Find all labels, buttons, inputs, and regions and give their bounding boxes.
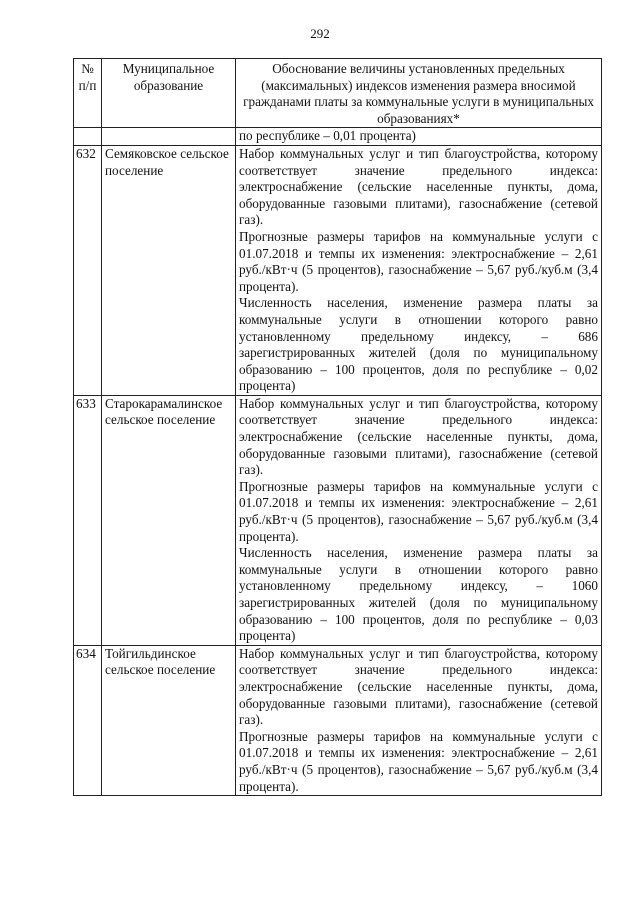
paragraph: Набор коммунальных услуг и тип благоустройства, которому соответствует значение предельного индекса: электроснабжение (сельские населенные пункты, дома, оборудованные газовыми плитами), газоснабжение (сетевой газ). — [239, 395, 598, 478]
continuation-municipality-cell — [102, 128, 236, 146]
table-row — [74, 645, 602, 795]
row-justification — [236, 145, 602, 395]
paragraph: Набор коммунальных услуг и тип благоустройства, которому соответствует значение предельного индекса: электроснабжение (сельские населенные пункты, дома, оборудованные газовыми плитами), газоснабжение (сетевой газ). — [239, 145, 598, 228]
header-number: № п/п — [74, 59, 102, 128]
continuation-text: по республике – 0,01 процента) — [236, 128, 602, 146]
row-municipality: Семяковское сельское поселение — [102, 145, 236, 395]
paragraph: Численность населения, изменение размера платы за коммунальные услуги в отношении которого равно установленному предельному индексу, – 1060 зарегистрированных жителей (доля по муниципальному образованию – 100 процентов, доля по республике – 0,03 процента) — [239, 545, 598, 644]
row-number: 633 — [74, 395, 102, 645]
paragraph: Набор коммунальных услуг и тип благоустройства, которому соответствует значение предельного индекса: электроснабжение (сельские населенные пункты, дома, оборудованные газовыми плитами), газоснабжение (сетевой газ). — [239, 645, 598, 728]
row-municipality: Старокарамалинское сельское поселение — [102, 395, 236, 645]
table-header-row — [74, 59, 602, 128]
header-municipality: Муниципальное образование — [102, 59, 236, 128]
continuation-number-cell — [74, 128, 102, 146]
paragraph: Численность населения, изменение размера платы за коммунальные услуги в отношении которого равно установленному предельному индексу, – 686 зарегистрированных жителей (доля по муниципальному образованию – 100 процентов, доля по республике – 0,02 процента) — [239, 295, 598, 394]
header-justification: Обоснование величины установленных предельных (максимальных) индексов изменения размера вносимой гражданами платы за коммунальные услуги в муниципальных образованиях* — [236, 59, 602, 128]
table-row — [74, 395, 602, 645]
row-municipality: Тойгильдинское сельское поселение — [102, 645, 236, 795]
table-row-continuation — [74, 128, 602, 146]
table-row — [74, 145, 602, 395]
row-justification — [236, 645, 602, 795]
paragraph: Прогнозные размеры тарифов на коммунальные услуги с 01.07.2018 и темпы их изменения: электроснабжение – 2,61 руб./кВт·ч (5 процентов), газоснабжение – 5,67 руб./куб.м (3,4 процента). — [239, 228, 598, 294]
row-number: 634 — [74, 645, 102, 795]
row-justification — [236, 395, 602, 645]
page-number: 292 — [310, 26, 330, 41]
paragraph: Прогнозные размеры тарифов на коммунальные услуги с 01.07.2018 и темпы их изменения: электроснабжение – 2,61 руб./кВт·ч (5 процентов), газоснабжение – 5,67 руб./куб.м (3,4 процента). — [239, 478, 598, 544]
row-number: 632 — [74, 145, 102, 395]
paragraph: Прогнозные размеры тарифов на коммунальные услуги с 01.07.2018 и темпы их изменения: электроснабжение – 2,61 руб./кВт·ч (5 процентов), газоснабжение – 5,67 руб./куб.м (3,4 процента). — [239, 728, 598, 794]
tariff-index-table — [73, 58, 602, 796]
